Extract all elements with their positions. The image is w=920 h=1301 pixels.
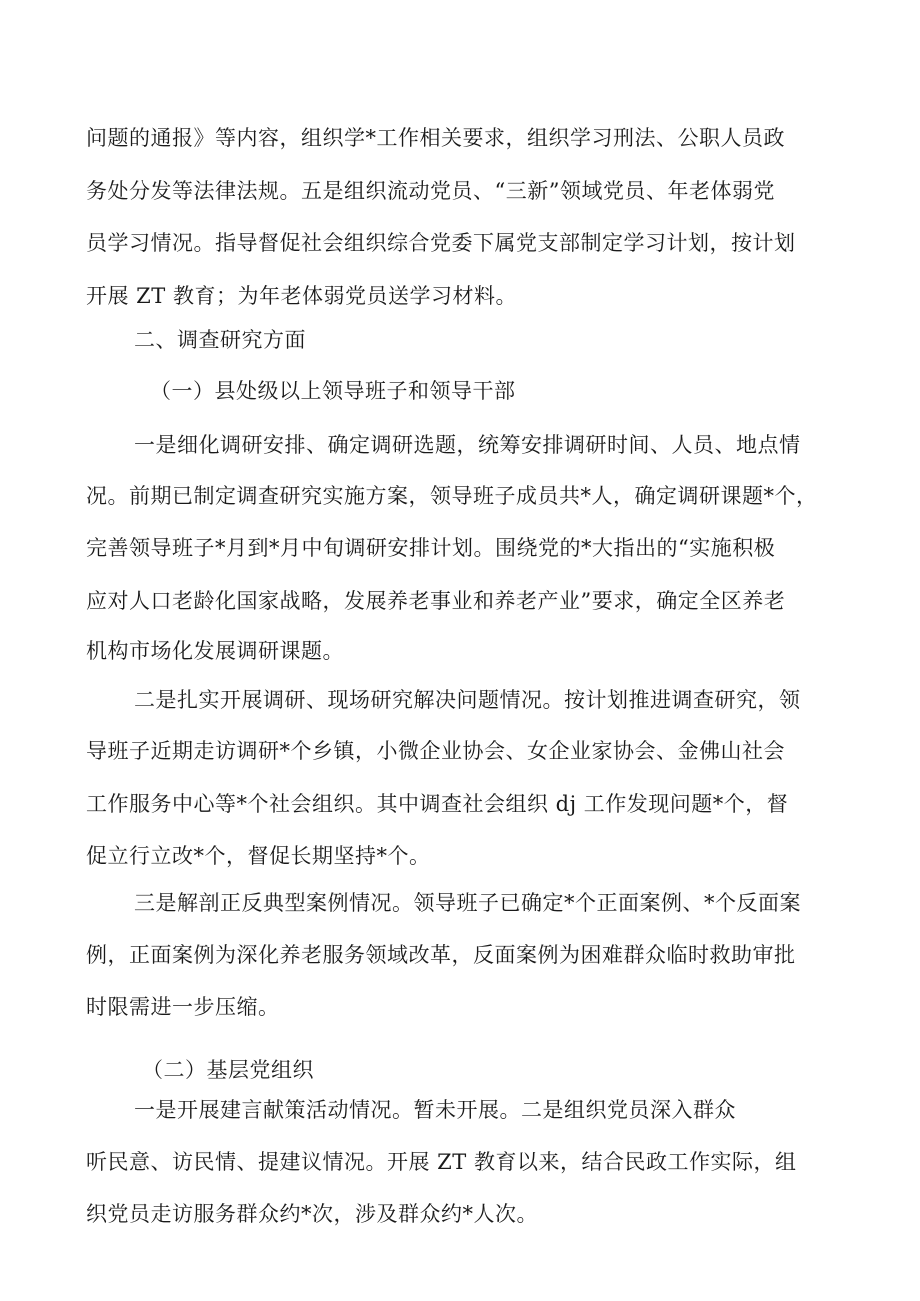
- text-line: 应对人口老龄化国家战略，发展养老事业和养老产业”要求，确定全区养老: [86, 589, 786, 613]
- text-line: 例，正面案例为深化养老服务领域改革，反面案例为困难群众临时救助审批: [86, 943, 796, 967]
- text-line: 机构市场化发展调研课题。: [86, 639, 344, 663]
- text-line: 听民意、访民情、提建议情况。开展 ZT 教育以来，结合民政工作实际，组: [86, 1150, 797, 1174]
- text-line: 导班子近期走访调研*个乡镇，小微企业协会、女企业家协会、金佛山社会: [86, 739, 785, 763]
- text-line: 时限需进一步压缩。: [86, 995, 280, 1019]
- section-heading: 二、调查研究方面: [134, 328, 306, 352]
- text-line: 况。前期已制定调查研究实施方案，领导班子成员共*人，确定调研课题*个，: [86, 484, 818, 508]
- subsection-heading: （一）县处级以上领导班子和领导干部: [150, 379, 516, 403]
- paragraph-first-line: 二是扎实开展调研、现场研究解决问题情况。按计划推进调查研究，领: [134, 688, 801, 712]
- paragraph-first-line: 三是解剖正反典型案例情况。领导班子已确定*个正面案例、*个反面案: [134, 891, 801, 915]
- text-line: 问题的通报》等内容，组织学*工作相关要求，组织学习刑法、公职人员政: [86, 126, 785, 150]
- text-line: 员学习情况。指导督促社会组织综合党委下属党支部制定学习计划，按计划: [86, 231, 796, 255]
- text-line: 促立行立改*个，督促长期坚持*个。: [86, 844, 431, 868]
- text-line: 工作服务中心等*个社会组织。其中调查社会组织 dj 工作发现问题*个，督: [86, 792, 789, 816]
- paragraph-first-line: 一是细化调研安排、确定调研选题，统筹安排调研时间、人员、地点情: [134, 433, 801, 457]
- text-line: 开展 ZT 教育；为年老体弱党员送学习材料。: [86, 284, 517, 308]
- text-line: 织党员走访服务群众约*次，涉及群众约*人次。: [86, 1202, 538, 1226]
- text-line: 完善领导班子*月到*月中旬调研安排计划。围绕党的*大指出的“实施积极: [86, 536, 776, 560]
- text-line: 务处分发等法律法规。五是组织流动党员、“三新”领域党员、年老体弱党: [86, 179, 775, 203]
- subsection-heading: （二）基层党组织: [142, 1058, 314, 1082]
- paragraph-first-line: 一是开展建言献策活动情况。暂未开展。二是组织党员深入群众: [134, 1098, 736, 1122]
